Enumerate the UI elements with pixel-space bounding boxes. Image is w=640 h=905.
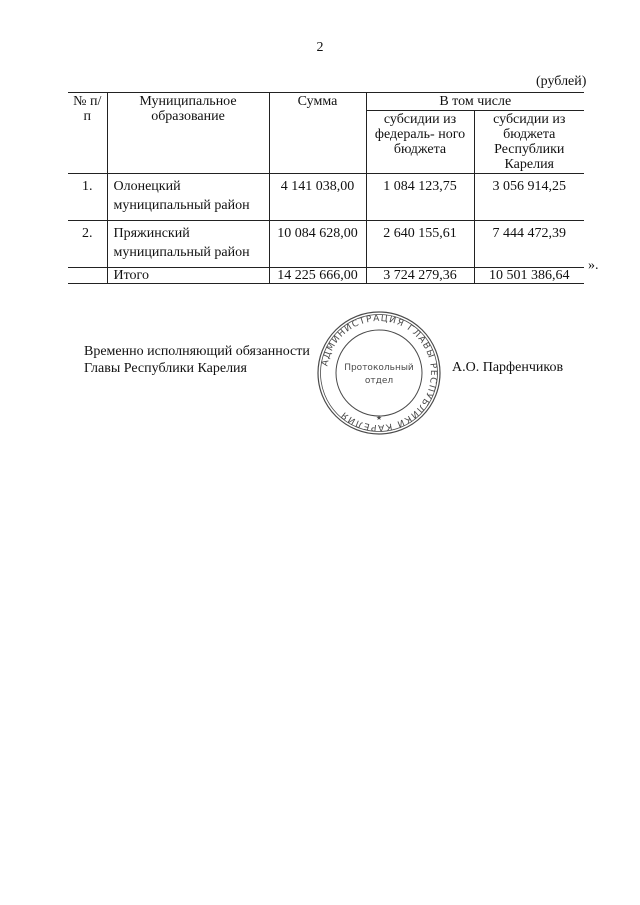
signatory-title [84,343,310,377]
cell-republic: 7 444 472,39 [474,221,584,268]
svg-text:отдел: отдел [364,376,394,386]
signatory-title-line2: Главы Республики Карелия [84,361,247,376]
closing-quote: ». [588,258,599,273]
cell-name: Олонецкий муниципальный район [107,174,269,221]
cell-sum: 10 084 628,00 [269,221,366,268]
total-label: Итого [107,268,269,284]
svg-text:Протокольный: Протокольный [344,363,414,373]
total-row [68,268,584,284]
cell-federal: 1 084 123,75 [366,174,474,221]
header-municipality: Муниципальное образование [107,93,269,174]
cell-federal: 2 640 155,61 [366,221,474,268]
total-sum: 14 225 666,00 [269,268,366,284]
subsidy-table [68,92,584,284]
cell-num: 1. [68,174,107,221]
cell-num: 2. [68,221,107,268]
units-label: (рублей) [536,74,587,89]
signatory-title-line1: Временно исполняющий обязанности [84,344,310,359]
signatory-name: А.О. Парфенчиков [452,360,564,375]
total-federal: 3 724 279,36 [366,268,474,284]
page-number: 2 [316,40,324,55]
cell-sum: 4 141 038,00 [269,174,366,221]
total-republic: 10 501 386,64 [474,268,584,284]
cell-republic: 3 056 914,25 [474,174,584,221]
header-including: В том числе [366,93,584,111]
header-num: № п/п [68,93,107,174]
table-row [68,221,584,268]
header-republic: субсидии из бюджета Республики Карелия [474,111,584,174]
cell-num [68,268,107,284]
svg-text:★: ★ [375,414,383,422]
official-seal-stamp [316,310,442,436]
table-row [68,174,584,221]
svg-text:АДМИНИСТРАЦИЯ ГЛАВЫ РЕСПУБЛИКИ: АДМИНИСТРАЦИЯ ГЛАВЫ РЕСПУБЛИКИ КАРЕЛИЯ [320,313,439,433]
header-federal: субсидии из федераль- ного бюджета [366,111,474,174]
cell-name: Пряжинский муниципальный район [107,221,269,268]
header-sum: Сумма [269,93,366,174]
